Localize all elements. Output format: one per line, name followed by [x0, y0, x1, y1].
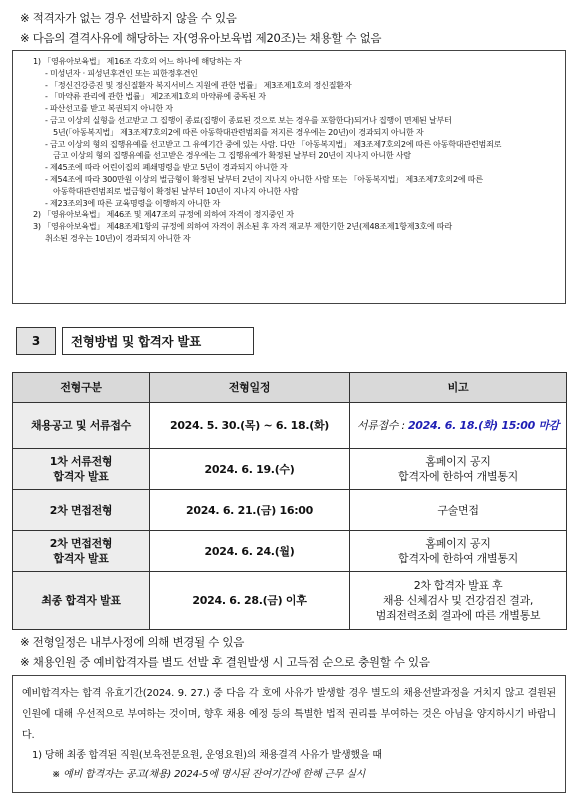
deadline-highlight: 2024. 6. 18.(화) 15:00 마감 [407, 419, 560, 432]
stage-cell: 최종 합격자 발표 [13, 572, 150, 630]
disqualification-line: - 제23조의3에 따른 교육명령을 이행하지 아니한 자 [45, 197, 221, 208]
disqualification-line: - 금고 이상의 실형을 선고받고 그 집행이 종료(집행이 종료된 것으로 보는 경우를 포함한다)되거나 집행이 면제된 날부터 [45, 114, 452, 125]
disqualification-line: - 파산선고를 받고 복권되지 아니한 자 [45, 103, 173, 114]
disqualification-line: 금고 이상의 형의 집행유예를 선고받은 경우에는 그 집행유예가 확정된 날부터 20년이 지나지 아니한 사람 [53, 150, 411, 161]
disqualification-line: 아동학대관련범죄로 벌금형이 확정된 날부터 10년이 지나지 아니한 사람 [53, 185, 299, 196]
note-disqualification: ※ 다음의 결격사유에 해당하는 자(영유아보육법 제20조)는 채용할 수 없음 [20, 31, 382, 45]
disqualification-line: - 「정신건강증진 및 정신질환자 복지서비스 지원에 관한 법률」 제3조제1호의 정신질환자 [45, 79, 352, 90]
section-title: 전형방법 및 합격자 발표 [62, 327, 254, 355]
disqualification-line: - 제54조에 따라 300만원 이상의 벌금형이 확정된 날부터 2년이 지나지 아니한 사람 또는 「아동복지법」 제3조제7호의2에 따른 [45, 173, 483, 184]
table-row [13, 531, 567, 572]
date-cell: 2024. 6. 28.(금) 이후 [150, 572, 350, 630]
date-cell: 2024. 6. 24.(월) [150, 531, 350, 572]
disqualification-line: 3) 「영유아보육법」 제48조제1항의 규정에 의하여 자격이 취소된 후 자격 재교부 제한기한 2년(제48조제1항제3호에 따라 [33, 221, 452, 232]
reserve-note: ※ 예비 합격자는 공고(채용) 2024-5에 명시된 잔여기간에 한해 근무 실시 [52, 769, 366, 780]
table-row [13, 490, 567, 531]
stage-cell: 2차 면접전형 [13, 490, 150, 531]
disqualification-line: 1) 「영유아보육법」 제16조 각호의 어느 하나에 해당하는 자 [33, 56, 242, 66]
date-cell: 2024. 5. 30.(목) ~ 6. 18.(화) [150, 403, 350, 449]
header-date: 전형일정 [150, 373, 350, 403]
note-cell [350, 403, 567, 449]
header-note: 비고 [350, 373, 567, 403]
disqualification-line: 5년(「아동복지법」 제3조제7호의2에 따른 아동학대관련범죄를 저지른 경우에는 20년)이 경과되지 아니한 자 [53, 126, 424, 137]
note-cell: 홈페이지 공지 합격자에 한하여 개별통지 [350, 531, 567, 572]
schedule-table [12, 372, 567, 630]
stage-cell: 2차 면접전형 합격자 발표 [13, 531, 150, 572]
note-cell: 홈페이지 공지 합격자에 한하여 개별통지 [350, 449, 567, 490]
disqualification-box [12, 50, 566, 304]
note-label: 서류접수 : [356, 419, 408, 432]
note-reserve-candidates: ※ 채용인원 중 예비합격자를 별도 선발 후 결원발생 시 고득점 순으로 충원할 수 있음 [20, 655, 430, 669]
reserve-candidate-box [12, 675, 566, 793]
stage-cell: 채용공고 및 서류접수 [13, 403, 150, 449]
disqualification-line: - 금고 이상의 형의 집행유예를 선고받고 그 유예기간 중에 있는 사람. 다만 「아동복지법」 제3조제7호의2에 따른 아동학대관련범죄로 [45, 138, 502, 149]
disqualification-line: - 「마약류 관리에 관한 법률」 제2조제1호의 마약류에 중독된 자 [45, 91, 266, 102]
note-no-qualified: ※ 적격자가 없는 경우 선발하지 않을 수 있음 [20, 11, 237, 25]
disqualification-line: - 미성년자 · 피성년후견인 또는 피한정후견인 [45, 67, 198, 78]
disqualification-line: 취소된 경우는 10년)이 경과되지 아니한 자 [45, 232, 191, 243]
note-cell: 2차 합격자 발표 후 채용 신체검사 및 건강검진 결과, 범죄전력조회 결과에 따른 개별통보 [350, 572, 567, 630]
section-number: 3 [16, 327, 56, 355]
table-row [13, 449, 567, 490]
stage-cell: 1차 서류전형 합격자 발표 [13, 449, 150, 490]
note-schedule-change: ※ 전형일정은 내부사정에 의해 변경될 수 있음 [20, 635, 245, 649]
table-row [13, 403, 567, 449]
note-cell: 구술면접 [350, 490, 567, 531]
date-cell: 2024. 6. 19.(수) [150, 449, 350, 490]
schedule-header-row [13, 373, 567, 403]
reserve-item: 1) 당해 최종 합격된 직원(보육전문요원, 운영요원)의 채용결격 사유가 발생했을 때 [32, 750, 382, 761]
header-stage: 전형구분 [13, 373, 150, 403]
reserve-paragraph: 예비합격자는 합격 유효기간(2024. 9. 27.) 중 다음 각 호에 사유가 발생할 경우 별도의 채용선발과정을 거치지 않고 결원된 인원에 대해 우선적으로 부여하는 것이며, 향후 채용 예정 등의 특별한 법적 권리를 부여하는 것은 아님을 양지하시기 바랍니다. [22, 688, 556, 741]
date-cell: 2024. 6. 21.(금) 16:00 [150, 490, 350, 531]
table-row [13, 572, 567, 630]
disqualification-line: - 제45조에 따라 어린이집의 폐쇄명령을 받고 5년이 경과되지 아니한 자 [45, 162, 288, 173]
disqualification-line: 2) 「영유아보육법」 제46조 및 제47조의 규정에 의하여 자격이 정지중인 자 [33, 209, 294, 220]
